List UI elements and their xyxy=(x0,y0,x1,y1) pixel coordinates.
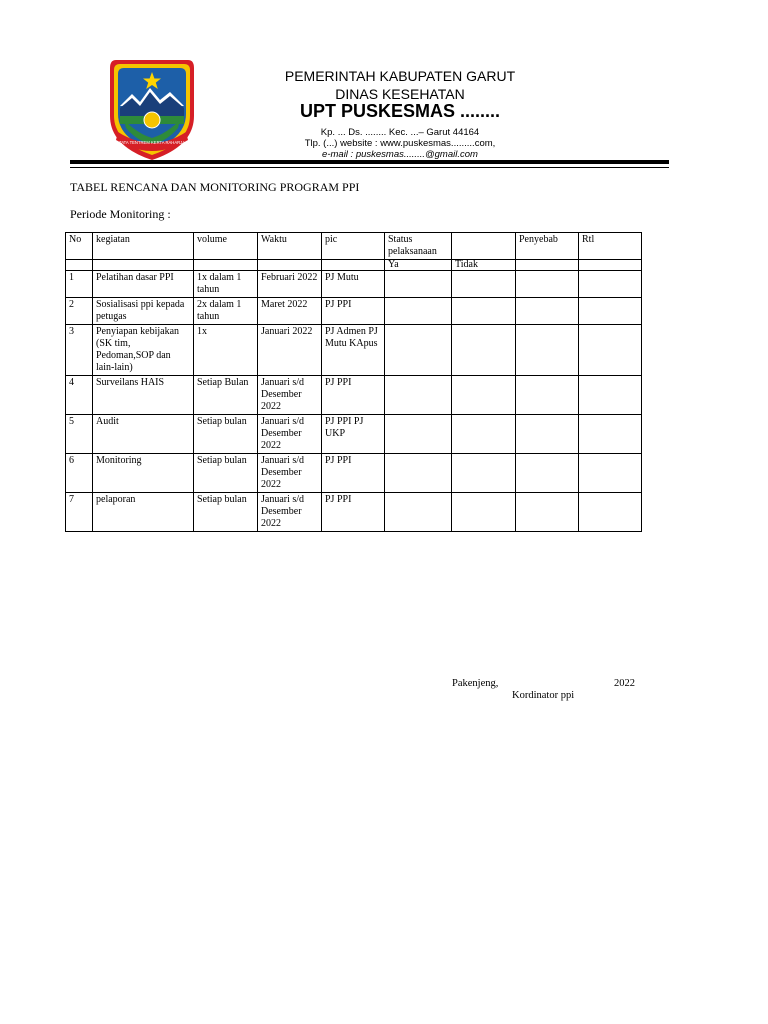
subheader-blank xyxy=(516,260,579,271)
header-department: DINAS KESEHATAN xyxy=(335,86,465,102)
cell-kegiatan: Surveilans HAIS xyxy=(93,376,194,415)
cell-waktu: Januari 2022 xyxy=(258,325,322,376)
cell-tidak xyxy=(452,493,516,532)
cell-ya xyxy=(385,298,452,325)
cell-volume: Setiap bulan xyxy=(194,454,258,493)
header-penyebab: Penyebab xyxy=(516,233,579,260)
cell-pic: PJ PPI xyxy=(322,454,385,493)
cell-pic: PJ PPI xyxy=(322,376,385,415)
cell-tidak xyxy=(452,271,516,298)
header-divider xyxy=(70,160,669,164)
subheader-tidak: Tidak xyxy=(452,260,516,271)
cell-no: 5 xyxy=(66,415,93,454)
cell-pic: PJ PPI PJ UKP xyxy=(322,415,385,454)
cell-ya xyxy=(385,376,452,415)
cell-rtl xyxy=(579,415,642,454)
table-row xyxy=(66,454,642,493)
table-row xyxy=(66,298,642,325)
cell-rtl xyxy=(579,271,642,298)
cell-volume: 1x dalam 1 tahun xyxy=(194,271,258,298)
cell-waktu: Januari s/d Desember 2022 xyxy=(258,415,322,454)
header-volume: volume xyxy=(194,233,258,260)
cell-no: 7 xyxy=(66,493,93,532)
periode-monitoring-label: Periode Monitoring : xyxy=(70,207,171,221)
signature-place: Pakenjeng, xyxy=(452,678,499,689)
cell-no: 2 xyxy=(66,298,93,325)
table-row xyxy=(66,493,642,532)
cell-waktu: Maret 2022 xyxy=(258,298,322,325)
cell-pic: PJ Admen PJ Mutu KApus xyxy=(322,325,385,376)
cell-kegiatan: Pelatihan dasar PPI xyxy=(93,271,194,298)
cell-kegiatan: Sosialisasi ppi kepada petugas xyxy=(93,298,194,325)
header-contact: Tlp. (...) website : www.puskesmas.........com, xyxy=(304,138,496,149)
header-institution: UPT PUSKESMAS ........ xyxy=(299,101,501,121)
cell-kegiatan: Penyiapan kebijakan (SK tim, Pedoman,SOP dan lain-lain) xyxy=(93,325,194,376)
cell-volume: Setiap Bulan xyxy=(194,376,258,415)
cell-pic: PJ Mutu xyxy=(322,271,385,298)
cell-penyebab xyxy=(516,298,579,325)
header-rtl: Rtl xyxy=(579,233,642,260)
cell-ya xyxy=(385,415,452,454)
cell-ya xyxy=(385,325,452,376)
subheader-blank xyxy=(579,260,642,271)
cell-penyebab xyxy=(516,271,579,298)
cell-ya xyxy=(385,454,452,493)
cell-tidak xyxy=(452,298,516,325)
header-no: No xyxy=(66,233,93,260)
cell-tidak xyxy=(452,454,516,493)
cell-no: 3 xyxy=(66,325,93,376)
cell-waktu: Januari s/d Desember 2022 xyxy=(258,376,322,415)
cell-rtl xyxy=(579,298,642,325)
table-header-row xyxy=(66,233,642,260)
cell-pic: PJ PPI xyxy=(322,493,385,532)
header-status: Status pelaksanaan xyxy=(385,233,452,260)
signature-role: Kordinator ppi xyxy=(512,690,575,701)
subheader-blank xyxy=(258,260,322,271)
cell-penyebab xyxy=(516,415,579,454)
cell-kegiatan: pelaporan xyxy=(93,493,194,532)
header-status-blank xyxy=(452,233,516,260)
header-divider-thin xyxy=(70,167,669,168)
signature-year: 2022 xyxy=(614,678,635,689)
cell-no: 1 xyxy=(66,271,93,298)
subheader-blank xyxy=(93,260,194,271)
header-government: PEMERINTAH KABUPATEN GARUT xyxy=(284,68,516,84)
document-title: TABEL RENCANA DAN MONITORING PROGRAM PPI xyxy=(70,180,360,194)
cell-ya xyxy=(385,493,452,532)
ppi-monitoring-table xyxy=(65,232,642,532)
cell-tidak xyxy=(452,415,516,454)
subheader-ya: Ya xyxy=(385,260,452,271)
table-row xyxy=(66,415,642,454)
header-email: e-mail : puskesmas........@gmail.com xyxy=(322,149,478,160)
subheader-blank xyxy=(194,260,258,271)
cell-penyebab xyxy=(516,493,579,532)
table-row xyxy=(66,376,642,415)
header-pic: pic xyxy=(322,233,385,260)
cell-kegiatan: Monitoring xyxy=(93,454,194,493)
cell-penyebab xyxy=(516,454,579,493)
cell-waktu: Januari s/d Desember 2022 xyxy=(258,454,322,493)
cell-pic: PJ PPI xyxy=(322,298,385,325)
table-row xyxy=(66,271,642,298)
subheader-blank xyxy=(66,260,93,271)
cell-rtl xyxy=(579,376,642,415)
cell-penyebab xyxy=(516,325,579,376)
cell-volume: 1x xyxy=(194,325,258,376)
header-waktu: Waktu xyxy=(258,233,322,260)
cell-volume: 2x dalam 1 tahun xyxy=(194,298,258,325)
cell-no: 4 xyxy=(66,376,93,415)
subheader-blank xyxy=(322,260,385,271)
header-kegiatan: kegiatan xyxy=(93,233,194,260)
cell-volume: Setiap bulan xyxy=(194,493,258,532)
cell-waktu: Februari 2022 xyxy=(258,271,322,298)
cell-kegiatan: Audit xyxy=(93,415,194,454)
kabupaten-garut-logo xyxy=(108,58,196,162)
table-subheader-row xyxy=(66,260,642,271)
cell-rtl xyxy=(579,454,642,493)
cell-tidak xyxy=(452,325,516,376)
table-row xyxy=(66,325,642,376)
header-address: Kp. ... Ds. ........ Kec. ...– Garut 44164 xyxy=(320,127,480,138)
svg-text:TATA TENTREM KERTA RAHARJA: TATA TENTREM KERTA RAHARJA xyxy=(118,140,186,145)
cell-volume: Setiap bulan xyxy=(194,415,258,454)
cell-tidak xyxy=(452,376,516,415)
cell-no: 6 xyxy=(66,454,93,493)
cell-ya xyxy=(385,271,452,298)
cell-penyebab xyxy=(516,376,579,415)
cell-rtl xyxy=(579,325,642,376)
cell-waktu: Januari s/d Desember 2022 xyxy=(258,493,322,532)
cell-rtl xyxy=(579,493,642,532)
